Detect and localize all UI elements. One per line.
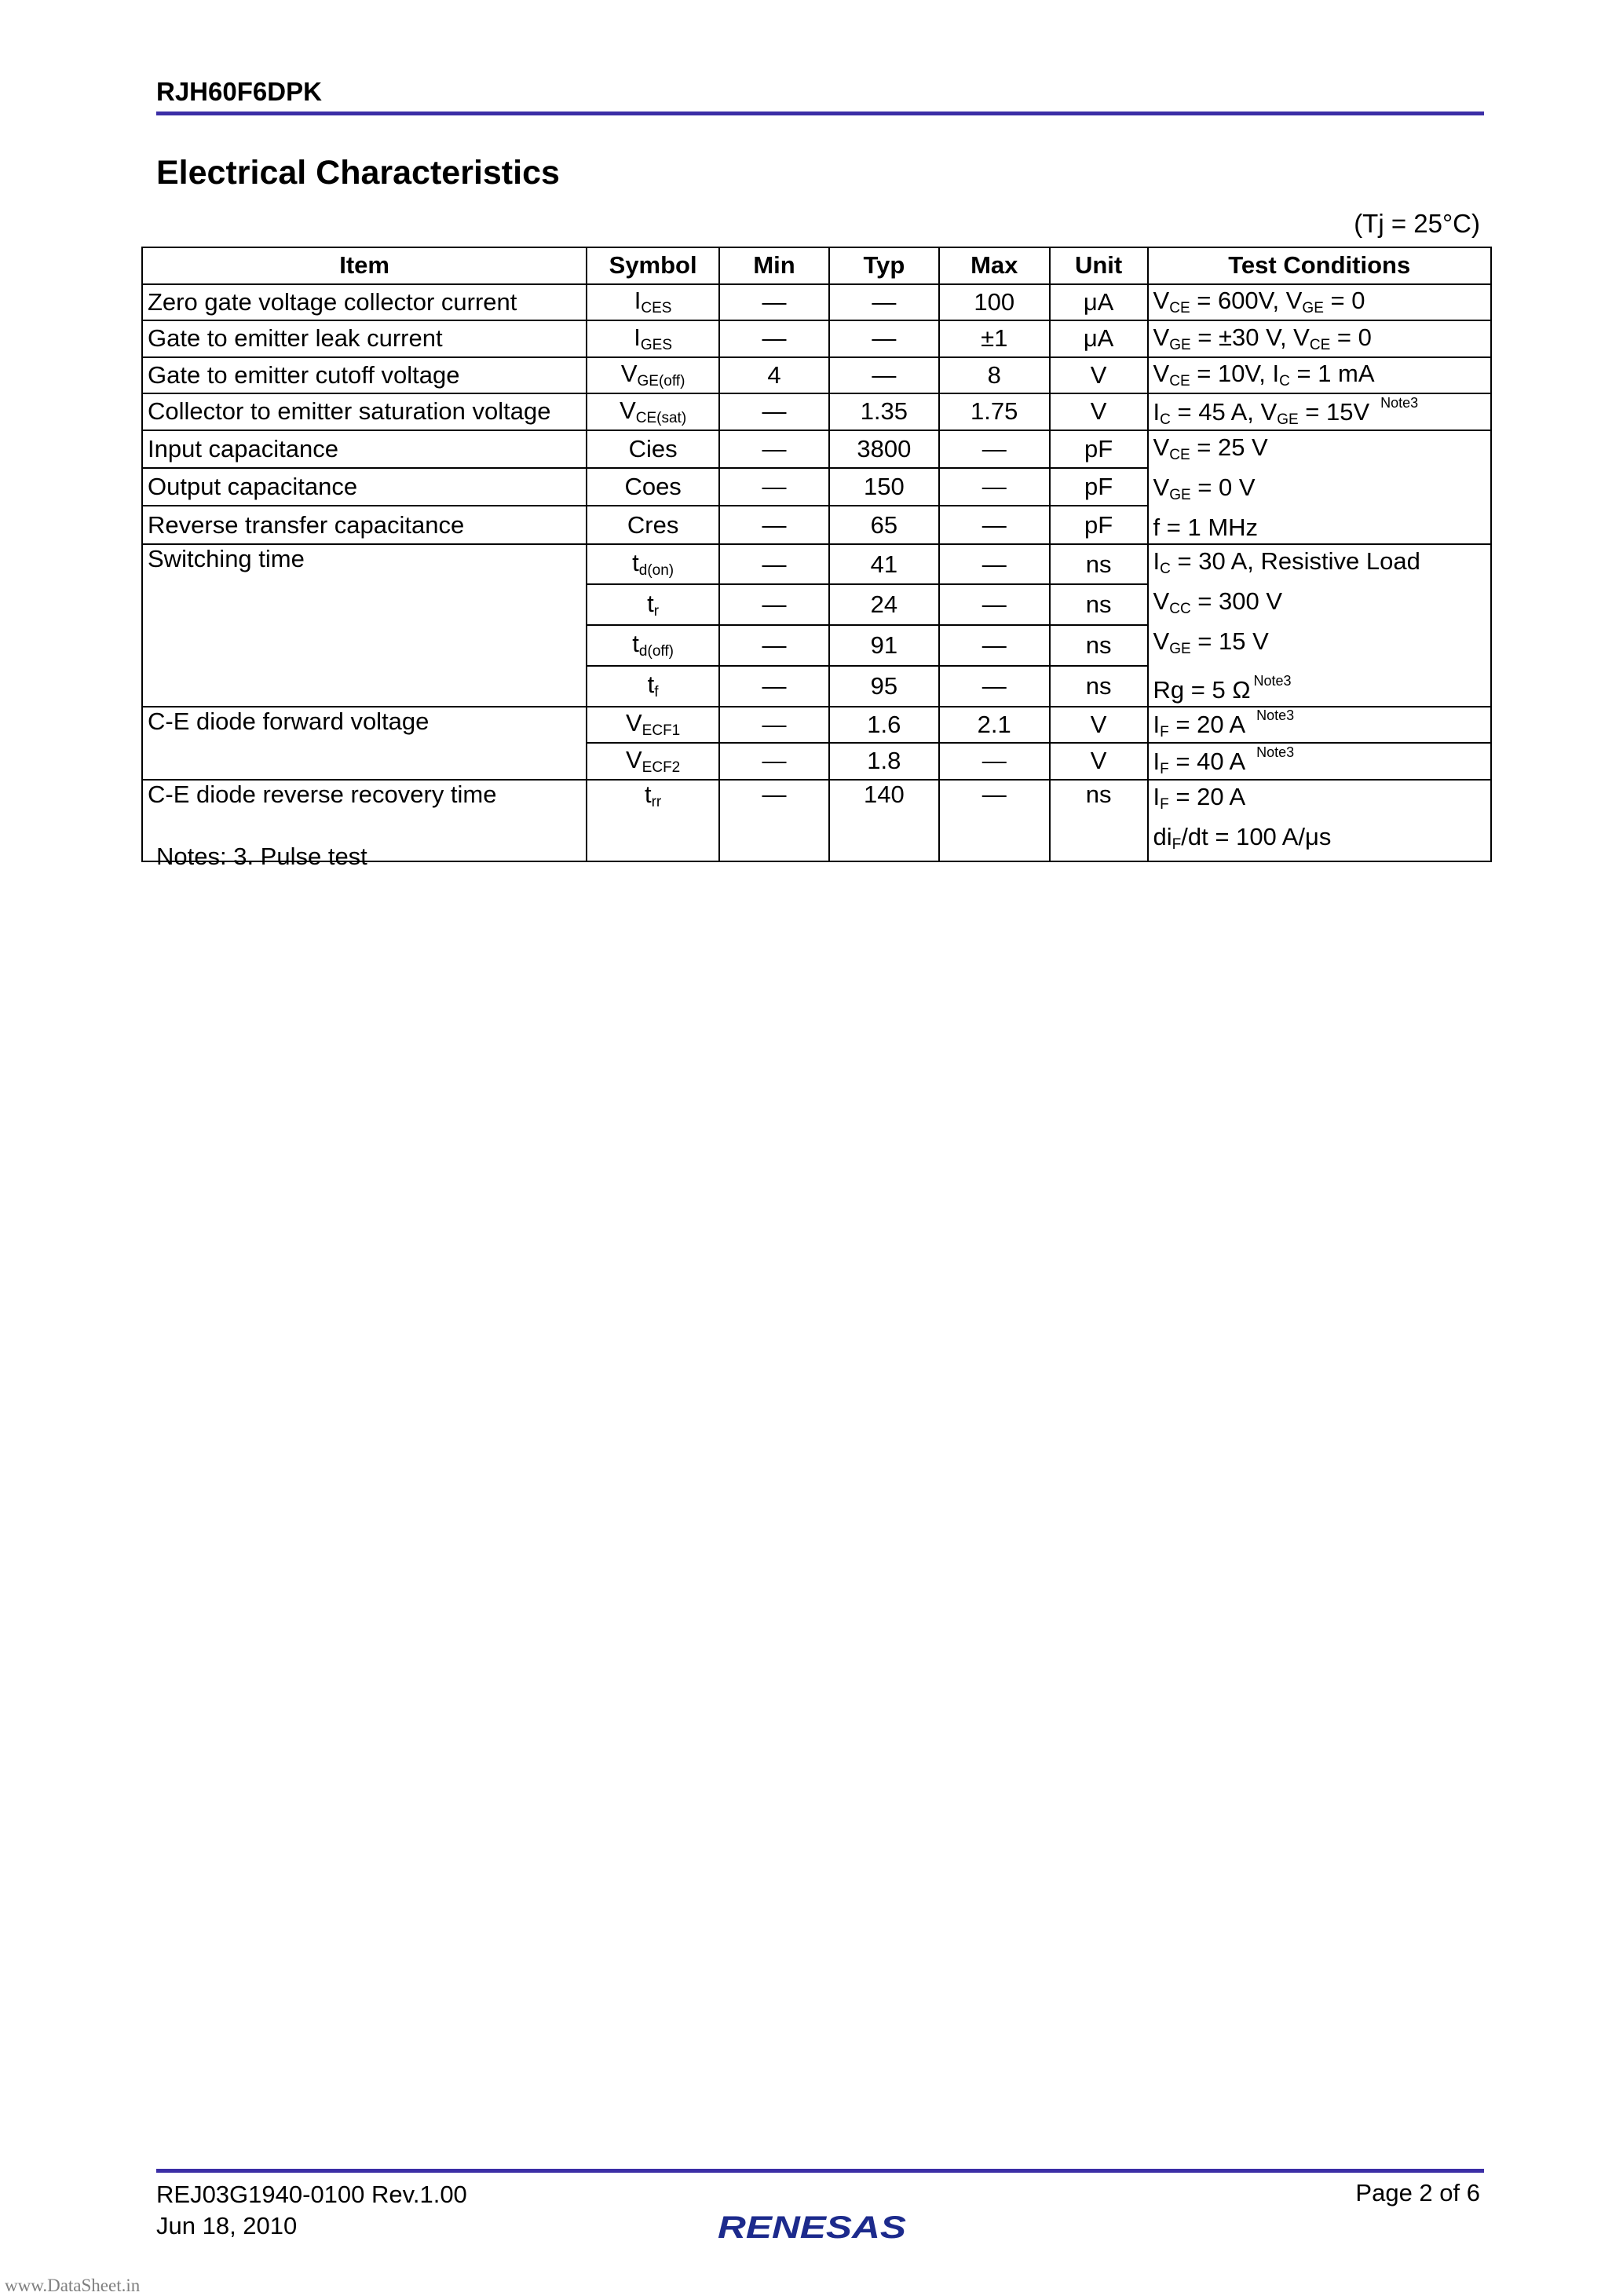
item-cell: C-E diode reverse recovery time [142, 780, 587, 861]
part-number-header: RJH60F6DPK [156, 77, 322, 106]
temperature-condition: (Tj = 25°C) [1354, 209, 1480, 238]
unit-cell: ns [1050, 780, 1148, 861]
note-reference: Note3 [1253, 672, 1292, 689]
unit-cell: μA [1050, 320, 1148, 357]
condition-cell-trr: $I_F = 20$ A $di_F/dt = 100$ A/μs [1148, 780, 1491, 861]
min-cell: 4 [719, 357, 829, 394]
symbol-cell: $t_r$ [587, 584, 719, 625]
unit-cell: μA [1050, 284, 1148, 321]
header-item: Item [142, 247, 587, 284]
item-cell: Collector to emitter saturation voltage [142, 393, 587, 430]
max-cell: 1.75 [939, 393, 1050, 430]
renesas-logo-mark [716, 2205, 912, 2244]
condition-cell: $I_C = 45$ A, $V_{GE} = 15V$ $^{Note3}$ [1148, 393, 1491, 430]
symbol-cell: $I_{CES}$ [587, 284, 719, 321]
table-row [142, 707, 1491, 744]
document-number: REJ03G1940-0100 Rev.1.00 [156, 2181, 467, 2208]
max-cell: — [939, 584, 1050, 625]
max-cell: — [939, 430, 1050, 468]
max-cell: — [939, 780, 1050, 861]
typ-cell: 91 [829, 625, 939, 666]
table-header-row [142, 247, 1491, 284]
unit-cell: V [1050, 743, 1148, 780]
min-cell: — [719, 584, 829, 625]
item-cell: Gate to emitter cutoff voltage [142, 357, 587, 394]
header-symbol: Symbol [587, 247, 719, 284]
table-row [142, 393, 1491, 430]
note-reference: Note3 [1256, 744, 1295, 760]
note-reference: Note3 [1380, 394, 1419, 411]
typ-cell: 41 [829, 544, 939, 585]
unit-cell: pF [1050, 506, 1148, 543]
condition-cell-switching: $I_C = 30$ A, Resistive Load $V_{CC} = 300$ V $V_{GE} = 15$ V Rg = 5 Ω $^{Note3}$ [1148, 544, 1491, 707]
max-cell: — [939, 666, 1050, 707]
table-notes: Notes: 3. Pulse test [156, 843, 367, 870]
electrical-characteristics-table [141, 247, 1492, 862]
min-cell: — [719, 284, 829, 321]
min-cell: — [719, 743, 829, 780]
max-cell: 2.1 [939, 707, 1050, 744]
max-cell: — [939, 506, 1050, 543]
max-cell: — [939, 743, 1050, 780]
min-cell: — [719, 544, 829, 585]
item-cell: Zero gate voltage collector current [142, 284, 587, 321]
typ-cell: — [829, 284, 939, 321]
footer-document-info [156, 2179, 467, 2242]
item-cell: Output capacitance [142, 468, 587, 506]
document-date: Jun 18, 2010 [156, 2212, 298, 2239]
table-row [142, 320, 1491, 357]
header-test-conditions: Test Conditions [1148, 247, 1491, 284]
note-reference: Note3 [1256, 707, 1295, 724]
unit-cell: ns [1050, 666, 1148, 707]
typ-cell: 24 [829, 584, 939, 625]
condition-cell: $V_{CE} = 600V$, $V_{GE} = 0$ [1148, 284, 1491, 321]
page-number: Page 2 of 6 [1355, 2179, 1480, 2206]
max-cell: — [939, 468, 1050, 506]
watermark: www.DataSheet.in [5, 2276, 141, 2295]
max-cell: — [939, 625, 1050, 666]
item-cell: Input capacitance [142, 430, 587, 468]
header-rule [156, 112, 1484, 115]
symbol-cell: $t_f$ [587, 666, 719, 707]
symbol-cell: $V_{CE(sat)}$ [587, 393, 719, 430]
item-cell: Gate to emitter leak current [142, 320, 587, 357]
min-cell: — [719, 666, 829, 707]
header-min: Min [719, 247, 829, 284]
max-cell: ±1 [939, 320, 1050, 357]
section-title: Electrical Characteristics [156, 154, 560, 192]
typ-cell: — [829, 357, 939, 394]
header-max: Max [939, 247, 1050, 284]
typ-cell: 1.6 [829, 707, 939, 744]
symbol-cell: $t_{d(off)}$ [587, 625, 719, 666]
max-cell: 8 [939, 357, 1050, 394]
header-typ: Typ [829, 247, 939, 284]
header-unit: Unit [1050, 247, 1148, 284]
table-row [142, 544, 1491, 585]
table-row [142, 284, 1491, 321]
min-cell: — [719, 625, 829, 666]
table-row [142, 357, 1491, 394]
typ-cell: 1.35 [829, 393, 939, 430]
condition-cell: $V_{CE} = 10V$, $I_C = 1$ mA [1148, 357, 1491, 394]
max-cell: 100 [939, 284, 1050, 321]
unit-cell: ns [1050, 625, 1148, 666]
symbol-cell: Coes [587, 468, 719, 506]
item-cell: Switching time [142, 544, 587, 707]
symbol-cell: $V_{GE(off)}$ [587, 357, 719, 394]
symbol-cell: $V_{ECF2}$ [587, 743, 719, 780]
condition-cell: $V_{GE} = \pm 30$ V, $V_{CE} = 0$ [1148, 320, 1491, 357]
symbol-cell: $t_{rr}$ [587, 780, 719, 861]
footer-rule [156, 2169, 1484, 2173]
unit-cell: pF [1050, 430, 1148, 468]
typ-cell: 65 [829, 506, 939, 543]
condition-cell-capacitance: $V_{CE} = 25$ V $V_{GE} = 0$ V f = 1 MHz [1148, 430, 1491, 544]
renesas-logo [716, 2205, 912, 2248]
min-cell: — [719, 506, 829, 543]
typ-cell: — [829, 320, 939, 357]
unit-cell: V [1050, 357, 1148, 394]
symbol-cell: Cres [587, 506, 719, 543]
typ-cell: 1.8 [829, 743, 939, 780]
typ-cell: 3800 [829, 430, 939, 468]
typ-cell: 150 [829, 468, 939, 506]
unit-cell: pF [1050, 468, 1148, 506]
unit-cell: ns [1050, 584, 1148, 625]
min-cell: — [719, 468, 829, 506]
min-cell: — [719, 707, 829, 744]
min-cell: — [719, 320, 829, 357]
condition-cell: $I_F = 20$ A $^{Note3}$ [1148, 707, 1491, 744]
svg-text:RENESAS: RENESAS [718, 2210, 907, 2244]
table-row [142, 430, 1491, 468]
typ-cell: 140 [829, 780, 939, 861]
min-cell: — [719, 430, 829, 468]
unit-cell: V [1050, 393, 1148, 430]
typ-cell: 95 [829, 666, 939, 707]
symbol-cell: $V_{ECF1}$ [587, 707, 719, 744]
unit-cell: ns [1050, 544, 1148, 585]
min-cell: — [719, 780, 829, 861]
item-cell: Reverse transfer capacitance [142, 506, 587, 543]
min-cell: — [719, 393, 829, 430]
symbol-cell: $t_{d(on)}$ [587, 544, 719, 585]
unit-cell: V [1050, 707, 1148, 744]
symbol-cell: $I_{GES}$ [587, 320, 719, 357]
condition-cell: $I_F = 40$ A $^{Note3}$ [1148, 743, 1491, 780]
symbol-cell: Cies [587, 430, 719, 468]
item-cell: C-E diode forward voltage [142, 707, 587, 780]
max-cell: — [939, 544, 1050, 585]
